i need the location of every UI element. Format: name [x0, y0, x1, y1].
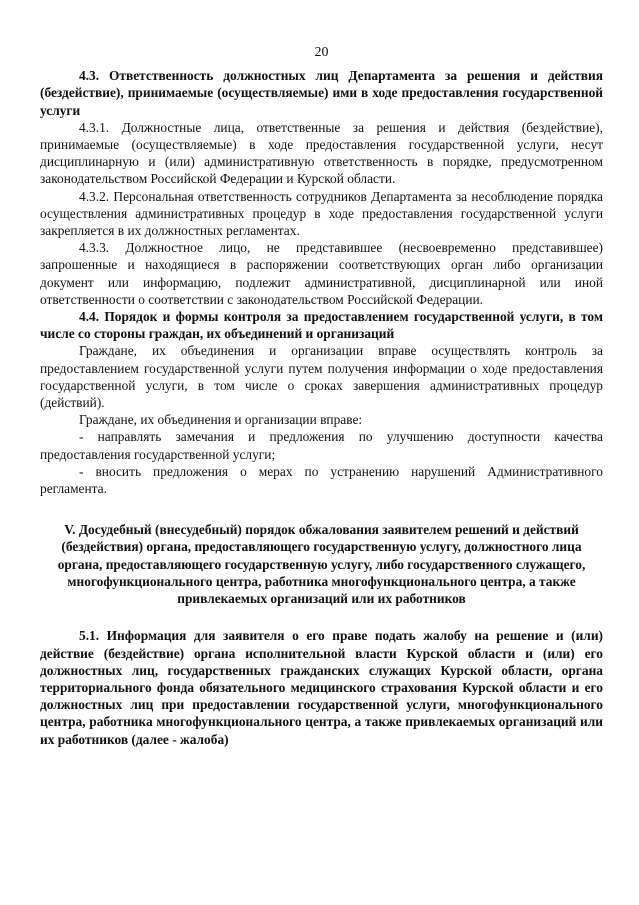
- paragraph-4-3-3: 4.3.3. Должностное лицо, не представившее (несвоевременно представившее) запрошенные и находящиеся в распоряжении соответствующих орган либо организации документ или информацию, подлежит административной, дисциплинарной или иной ответственности о соответствии с законодательством Российской Федерации.: [40, 240, 603, 307]
- paragraph-4-4-1: Граждане, их объединения и организации вправе осуществлять контроль за предоставлением государственной услуги путем получения информации о ходе предоставления государственной услуги, в том числе о сроках завершения административных процедур (действий).: [40, 343, 603, 411]
- paragraph-4-3-2: 4.3.2. Персональная ответственность сотрудников Департамента за несоблюдение порядка осуществления административных процедур в ходе предоставления государственной услуги закрепляется в их должностных регламентах.: [40, 188, 603, 239]
- paragraph-4-3-1: 4.3.1. Должностные лица, ответственные за решения и действия (бездействие), принимаемые (осуществляемые) в ходе предоставления государственной услуги, несут дисциплинарную и (или) административную ответственность в порядке, предусмотренном законодательством Российской Федерации и Курской области.: [40, 119, 603, 187]
- list-item-proposals: - вносить предложения о мерах по устранению нарушений Административного регламента.: [40, 463, 603, 497]
- paragraph-4-4-2: Граждане, их объединения и организации вправе:: [79, 412, 363, 428]
- section-5-heading: V. Досудебный (внесудебный) порядок обжалования заявителем решений и действий (бездействия) органа, предоставляющего государственную услугу, должностного лица органа, предоставляющего государственную услугу, либо государственного служащего, многофункционального центра, работника многофункционального центра, а также привлекаемых организаций или их работников: [57, 522, 586, 607]
- document-page: [40, 44, 603, 748]
- heading-4-3: 4.3. Ответственность должностных лиц Департамента за решения и действия (бездействие), принимаемые (осуществляемые) ими в ходе предоставления государственной услуги: [40, 68, 603, 118]
- heading-4-4: 4.4. Порядок и формы контроля за предоставлением государственной услуги, в том числе со стороны граждан, их объединений и организаций: [40, 309, 603, 342]
- heading-5-1: 5.1. Информация для заявителя о его праве подать жалобу на решение и (или) действие (бездействие) органа исполнительной власти Курской области и (или) его должностных лиц, государственных гражданских служащих Курской области, органа территориального фонда обязательного медицинского страхования Курской области и его должностных лиц при предоставлении государственной услуги, многофункционального центра, работника многофункционального центра, а также привлекаемых организаций или их работников (далее - жалоба): [40, 628, 603, 747]
- list-item-remarks: - направлять замечания и предложения по улучшению доступности качества предоставления государственной услуги;: [40, 429, 603, 462]
- page-number: 20: [314, 45, 329, 60]
